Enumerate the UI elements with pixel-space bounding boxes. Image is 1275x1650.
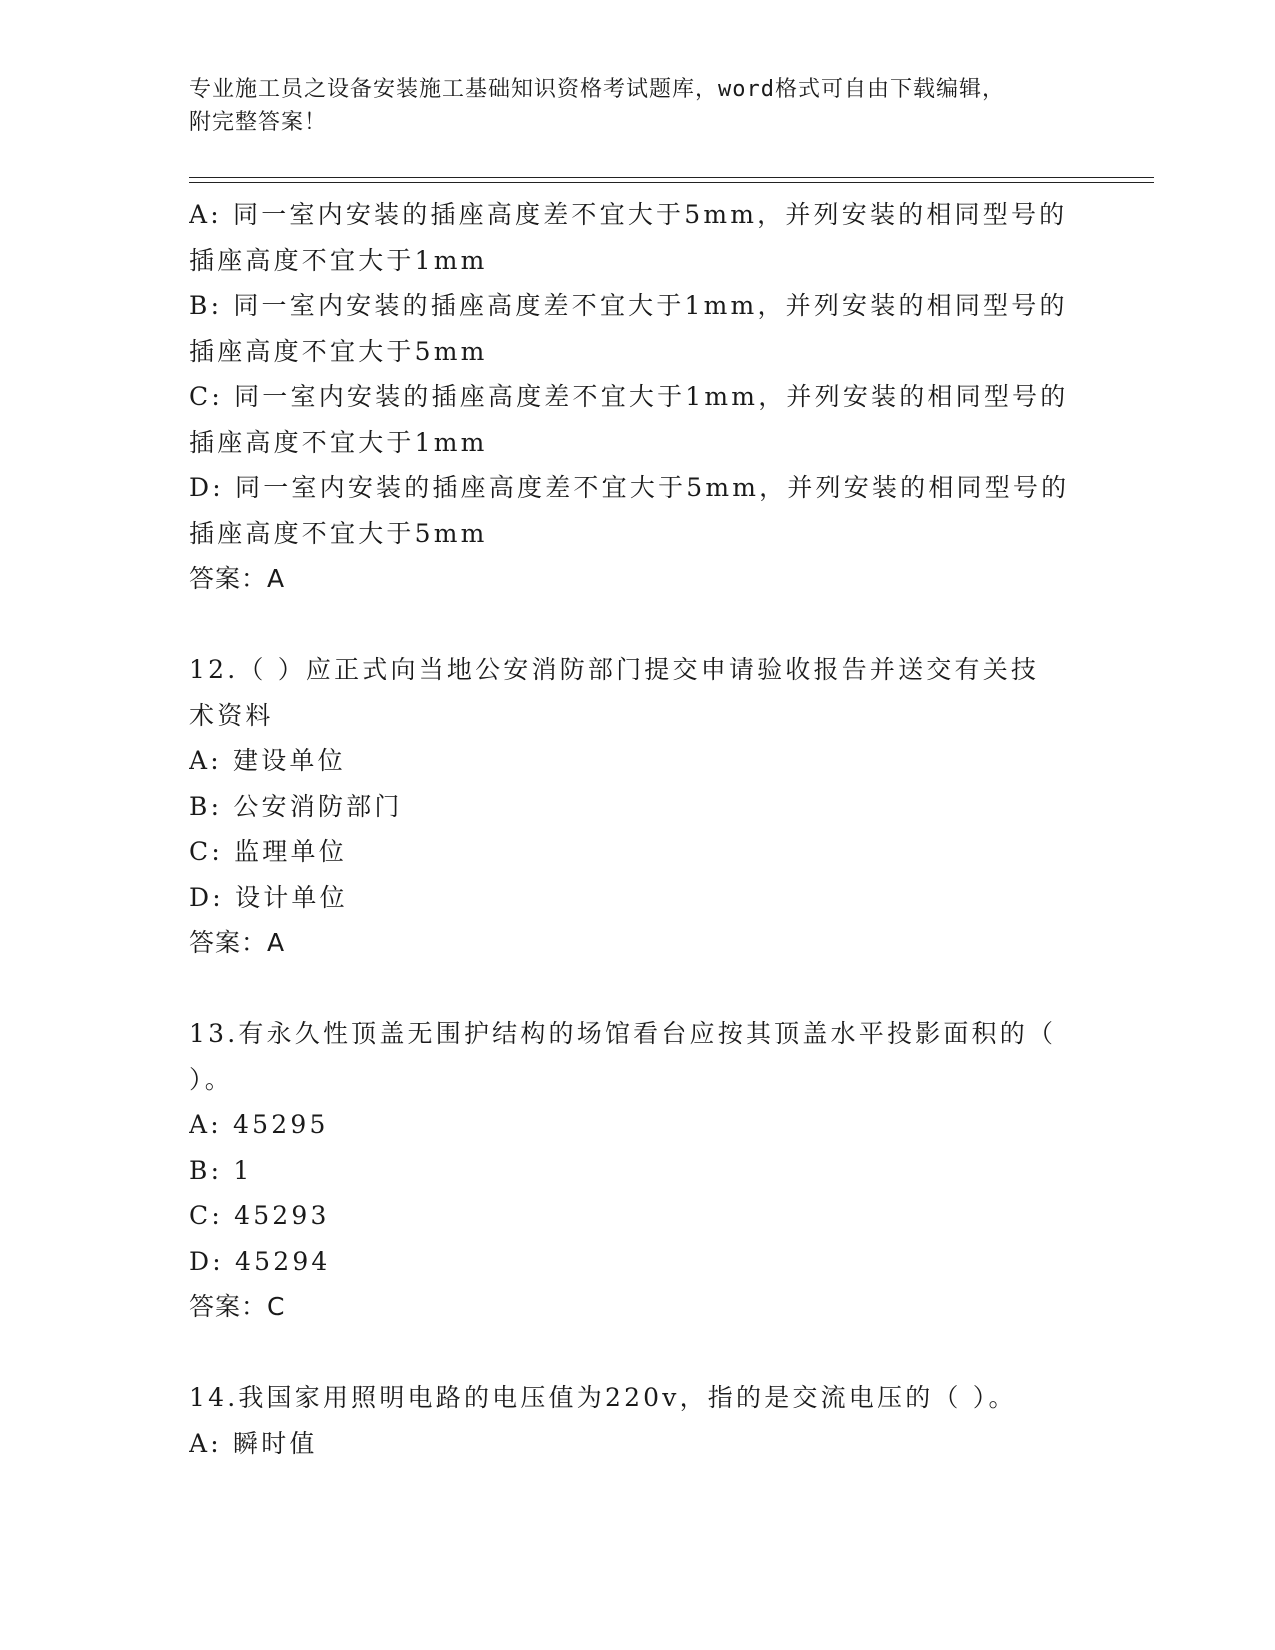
answer-13: 答案：C bbox=[189, 1292, 286, 1321]
option-a: A: 建设单位 bbox=[189, 746, 346, 775]
question-11 bbox=[189, 192, 1069, 602]
option-d: D: 设计单位 bbox=[189, 882, 348, 912]
spacer bbox=[189, 1330, 1069, 1376]
question-12-stem-2: 术资料 bbox=[189, 700, 274, 730]
option-c: C: 监理单位 bbox=[189, 837, 347, 866]
option-a-line-1: A: 同一室内安装的插座高度差不宜大于5mm，并列安装的相同型号的 bbox=[189, 200, 1068, 229]
header-line-2: 附完整答案！ bbox=[189, 110, 328, 135]
question-12-stem-1: 12.（ ）应正式向当地公安消防部门提交申请验收报告并送交有关技 bbox=[189, 655, 1040, 684]
spacer bbox=[189, 966, 1069, 1012]
option-c: C: 45293 bbox=[189, 1201, 330, 1230]
option-b-line-2: 插座高度不宜大于5mm bbox=[189, 336, 488, 366]
question-12 bbox=[189, 647, 1069, 966]
option-a-line-2: 插座高度不宜大于1mm bbox=[189, 245, 488, 275]
option-d: D: 45294 bbox=[189, 1246, 331, 1276]
question-13-stem-1: 13.有永久性顶盖无围护结构的场馆看台应按其顶盖水平投影面积的（ bbox=[189, 1019, 1057, 1048]
header-rule-top bbox=[189, 177, 1154, 178]
question-13-stem-2: ）。 bbox=[189, 1064, 233, 1094]
spacer bbox=[189, 602, 1069, 648]
option-c-line-2: 插座高度不宜大于1mm bbox=[189, 427, 488, 457]
question-content bbox=[189, 192, 1069, 1466]
option-b-line-1: B: 同一室内安装的插座高度差不宜大于1mm，并列安装的相同型号的 bbox=[189, 291, 1068, 320]
question-13 bbox=[189, 1011, 1069, 1330]
question-14 bbox=[189, 1375, 1069, 1466]
header-rule-bottom bbox=[189, 182, 1154, 183]
document-header bbox=[189, 73, 1069, 139]
header-line-1: 专业施工员之设备安装施工基础知识资格考试题库，word格式可自由下载编辑， bbox=[189, 77, 1005, 102]
option-d-line-2: 插座高度不宜大于5mm bbox=[189, 518, 488, 548]
option-a: A: 瞬时值 bbox=[189, 1428, 318, 1458]
option-b: B: 1 bbox=[189, 1155, 253, 1185]
option-c-line-1: C: 同一室内安装的插座高度差不宜大于1mm，并列安装的相同型号的 bbox=[189, 382, 1069, 411]
option-b: B: 公安消防部门 bbox=[189, 791, 403, 821]
answer-11: 答案：A bbox=[189, 564, 286, 593]
question-14-stem-1: 14.我国家用照明电路的电压值为220v，指的是交流电压的（ ）。 bbox=[189, 1383, 1017, 1412]
answer-12: 答案：A bbox=[189, 928, 286, 957]
option-a: A: 45295 bbox=[189, 1110, 329, 1139]
option-d-line-1: D: 同一室内安装的插座高度差不宜大于5mm，并列安装的相同型号的 bbox=[189, 473, 1069, 502]
